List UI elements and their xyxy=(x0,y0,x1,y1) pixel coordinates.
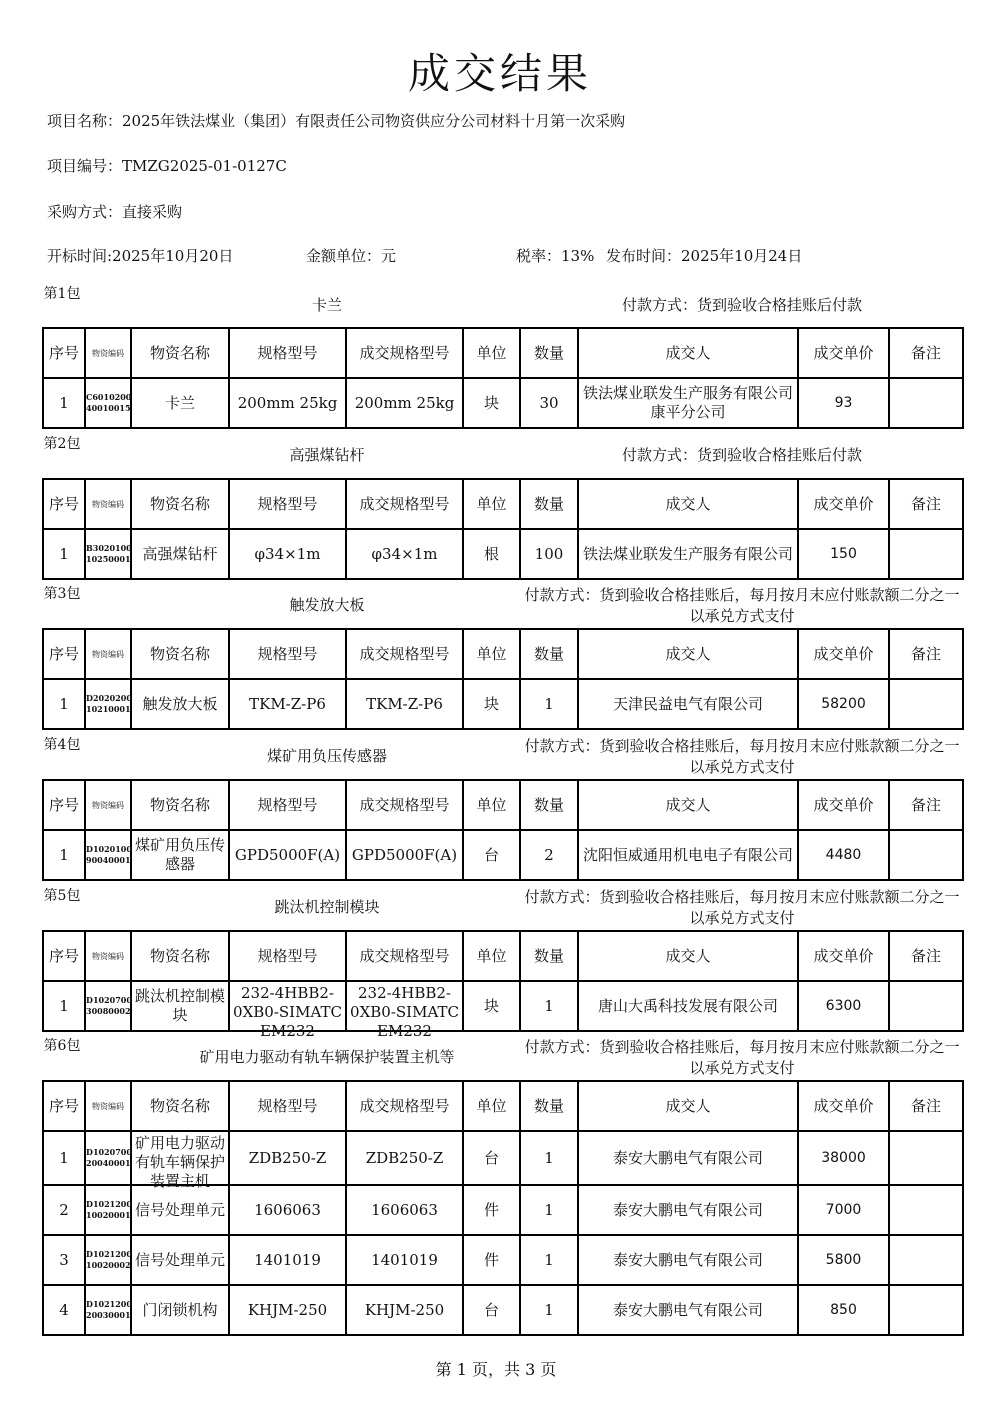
winner-cell xyxy=(578,378,798,428)
package-table xyxy=(42,327,964,429)
material-name-cell xyxy=(131,529,229,579)
package-table xyxy=(42,930,964,1040)
package-header xyxy=(42,887,962,927)
header-winner: 成交人 xyxy=(578,780,798,830)
unit-cell xyxy=(463,1185,520,1235)
remark-cell xyxy=(889,1131,963,1185)
unit-price-cell xyxy=(798,1185,889,1235)
page-footer: 第 1 页，共 3 页 xyxy=(435,1360,557,1379)
unit-cell xyxy=(463,830,520,880)
project-name: 项目名称：2025年铁法煤业（集团）有限责任公司物资供应分公司材料十月第一次采购 xyxy=(47,112,626,130)
material-name-cell xyxy=(131,1285,229,1335)
spec-cell xyxy=(229,830,346,880)
quantity-cell xyxy=(520,981,578,1031)
material-code-cell-text: D1020100 90040001 xyxy=(86,844,132,865)
unit-price-cell-text: 38000 xyxy=(821,1149,866,1166)
unit-cell xyxy=(463,679,520,729)
header-winner: 成交人 xyxy=(578,479,798,529)
spec-cell xyxy=(229,679,346,729)
header-unit: 单位 xyxy=(463,479,520,529)
unit-price-cell xyxy=(798,981,889,1031)
header-unit: 单位 xyxy=(463,629,520,679)
open-time: 开标时间:2025年10月20日 xyxy=(47,247,234,265)
seq-cell xyxy=(43,1285,85,1335)
spec-cell-text: TKM-Z-P6 xyxy=(249,694,326,713)
unit-price-cell-text: 5800 xyxy=(825,1251,862,1268)
spec-cell-text: 1606063 xyxy=(254,1200,321,1219)
table-row xyxy=(43,1131,963,1185)
unit-cell-text: 根 xyxy=(483,544,499,563)
package-header xyxy=(42,435,962,475)
unit-price-cell-text: 4480 xyxy=(825,846,862,863)
unit-price-cell-text: 850 xyxy=(830,1301,857,1318)
header-unit: 单位 xyxy=(463,1081,520,1131)
header-remark: 备注 xyxy=(889,931,963,981)
quantity-cell xyxy=(520,1285,578,1335)
package-header xyxy=(42,285,962,325)
project-number: 项目编号：TMZG2025-01-0127C xyxy=(47,157,287,175)
header-winner: 成交人 xyxy=(578,328,798,378)
material-name-cell-text: 卡兰 xyxy=(164,393,195,412)
package-name: 矿用电力驱动有轨车辆保护装置主机等 xyxy=(199,1048,455,1066)
package-table xyxy=(42,628,964,730)
unit-cell-text: 块 xyxy=(483,694,499,713)
header-remark: 备注 xyxy=(889,479,963,529)
header-quantity: 数量 xyxy=(520,629,578,679)
seq-cell xyxy=(43,1131,85,1185)
table-row xyxy=(43,1185,963,1235)
header-remark: 备注 xyxy=(889,1081,963,1131)
header-remark: 备注 xyxy=(889,780,963,830)
package-table xyxy=(42,478,964,580)
deal-spec-cell xyxy=(346,1235,463,1285)
winner-cell-text: 泰安大鹏电气有限公司 xyxy=(612,1200,763,1219)
header-remark: 备注 xyxy=(889,328,963,378)
procurement-method: 采购方式：直接采购 xyxy=(47,203,183,221)
header-remark: 备注 xyxy=(889,629,963,679)
remark-cell xyxy=(889,981,963,1031)
material-code-cell xyxy=(85,1235,131,1285)
package-number: 第2包 xyxy=(43,436,81,452)
unit-cell-text: 件 xyxy=(483,1200,499,1219)
material-code-cell xyxy=(85,1185,131,1235)
unit-price-cell xyxy=(798,830,889,880)
unit-price-cell-text: 58200 xyxy=(821,695,866,712)
unit-cell-text: 台 xyxy=(483,1148,499,1167)
spec-cell-text: φ34×1m xyxy=(254,544,321,563)
seq-cell-text: 4 xyxy=(59,1300,69,1319)
table-row xyxy=(43,981,963,1031)
header-unit-price: 成交单价 xyxy=(798,1081,889,1131)
quantity-cell xyxy=(520,1235,578,1285)
unit-price-cell xyxy=(798,1235,889,1285)
spec-cell-text: 200mm 25kg xyxy=(237,393,338,412)
material-code-cell xyxy=(85,981,131,1031)
seq-cell xyxy=(43,529,85,579)
package-name: 跳汰机控制模块 xyxy=(274,898,380,916)
material-name-cell xyxy=(131,378,229,428)
package-number: 第1包 xyxy=(43,286,81,302)
material-code-cell-text: D1021200 10020001 xyxy=(86,1199,132,1220)
currency-unit: 金额单位：元 xyxy=(306,247,397,265)
material-name-cell-text: 煤矿用负压传感器 xyxy=(134,836,225,873)
package-name: 触发放大板 xyxy=(289,596,365,614)
material-code-cell-text: D1020700 20040001 xyxy=(86,1147,132,1168)
header-quantity: 数量 xyxy=(520,328,578,378)
quantity-cell xyxy=(520,1185,578,1235)
header-spec: 规格型号 xyxy=(229,328,346,378)
material-code-cell-text: D1021200 20030001 xyxy=(86,1299,132,1320)
deal-spec-cell xyxy=(346,830,463,880)
material-name-cell xyxy=(131,1185,229,1235)
table-header-row xyxy=(43,1081,963,1131)
table-row xyxy=(43,1285,963,1335)
material-name-cell xyxy=(131,1131,229,1190)
header-unit-price: 成交单价 xyxy=(798,479,889,529)
unit-cell xyxy=(463,378,520,428)
publish-time: 发布时间：2025年10月24日 xyxy=(606,247,803,265)
unit-price-cell xyxy=(798,1285,889,1335)
material-code-cell xyxy=(85,1131,131,1185)
winner-cell xyxy=(578,981,798,1031)
material-code-cell-text: C6010200 40010015 xyxy=(86,392,132,413)
header-deal-spec: 成交规格型号 xyxy=(346,629,463,679)
header-deal-spec: 成交规格型号 xyxy=(346,780,463,830)
payment-terms: 付款方式：货到验收合格挂账后付款 xyxy=(621,446,862,464)
seq-cell-text: 1 xyxy=(59,393,69,412)
table-row xyxy=(43,1235,963,1285)
payment-terms: 付款方式：货到验收合格挂账后，每月按月末应付账款额二分之一以承兑方式支付 xyxy=(524,1038,960,1077)
header-unit: 单位 xyxy=(463,780,520,830)
deal-spec-cell-text: 232-4HBB2-0XB0-SIMATC EM232 xyxy=(350,984,459,1040)
seq-cell-text: 2 xyxy=(59,1200,69,1219)
material-code-cell xyxy=(85,378,131,428)
winner-cell-text: 泰安大鹏电气有限公司 xyxy=(612,1250,763,1269)
unit-cell-text: 台 xyxy=(483,1300,499,1319)
seq-cell-text: 1 xyxy=(59,1148,69,1167)
header-quantity: 数量 xyxy=(520,931,578,981)
header-unit: 单位 xyxy=(463,931,520,981)
unit-cell xyxy=(463,529,520,579)
material-name-cell xyxy=(131,981,229,1031)
header-spec: 规格型号 xyxy=(229,931,346,981)
material-name-cell-text: 高强煤钻杆 xyxy=(142,544,218,563)
winner-cell xyxy=(578,1285,798,1335)
seq-cell xyxy=(43,981,85,1031)
package-header xyxy=(42,1037,962,1077)
winner-cell xyxy=(578,830,798,880)
quantity-cell xyxy=(520,679,578,729)
header-seq: 序号 xyxy=(43,931,85,981)
package-name: 高强煤钻杆 xyxy=(289,446,365,464)
deal-spec-cell-text: TKM-Z-P6 xyxy=(366,694,443,713)
quantity-cell xyxy=(520,830,578,880)
package-number: 第6包 xyxy=(43,1038,81,1054)
seq-cell-text: 1 xyxy=(59,694,69,713)
header-spec: 规格型号 xyxy=(229,1081,346,1131)
payment-terms: 付款方式：货到验收合格挂账后付款 xyxy=(621,296,862,314)
deal-spec-cell-text: GPD5000F(A) xyxy=(351,845,458,864)
spec-cell xyxy=(229,529,346,579)
deal-spec-cell xyxy=(346,378,463,428)
spec-cell xyxy=(229,981,346,1040)
deal-spec-cell-text: 1606063 xyxy=(371,1200,438,1219)
header-material-name: 物资名称 xyxy=(131,479,229,529)
table-header-row xyxy=(43,931,963,981)
spec-cell xyxy=(229,378,346,428)
unit-price-cell-text: 93 xyxy=(834,394,853,411)
table-header-row xyxy=(43,479,963,529)
material-name-cell-text: 门闭锁机构 xyxy=(142,1300,218,1319)
unit-price-cell xyxy=(798,679,889,729)
winner-cell xyxy=(578,1185,798,1235)
page-title: 成交结果 xyxy=(407,49,592,98)
header-material-name: 物资名称 xyxy=(131,328,229,378)
package-table xyxy=(42,779,964,881)
winner-cell-text: 唐山大禹科技发展有限公司 xyxy=(597,996,778,1015)
deal-spec-cell xyxy=(346,1285,463,1335)
quantity-cell-text: 30 xyxy=(539,393,559,412)
remark-cell xyxy=(889,830,963,880)
material-code-cell-text: D1021200 10020002 xyxy=(86,1249,132,1270)
package-table xyxy=(42,1080,964,1336)
seq-cell-text: 3 xyxy=(59,1250,69,1269)
material-code-cell xyxy=(85,679,131,729)
winner-cell xyxy=(578,529,798,579)
package-name: 煤矿用负压传感器 xyxy=(266,747,387,765)
payment-terms: 付款方式：货到验收合格挂账后，每月按月末应付账款额二分之一以承兑方式支付 xyxy=(524,586,960,625)
package-header xyxy=(42,585,962,625)
header-winner: 成交人 xyxy=(578,931,798,981)
header-material-code: 物资编码 xyxy=(85,931,131,981)
header-deal-spec: 成交规格型号 xyxy=(346,328,463,378)
payment-terms: 付款方式：货到验收合格挂账后，每月按月末应付账款额二分之一以承兑方式支付 xyxy=(524,888,960,927)
material-name-cell xyxy=(131,679,229,729)
header-seq: 序号 xyxy=(43,629,85,679)
deal-spec-cell xyxy=(346,1185,463,1235)
header-material-code: 物资编码 xyxy=(85,629,131,679)
seq-cell xyxy=(43,1235,85,1285)
tax-rate: 税率：13% xyxy=(516,247,595,265)
quantity-cell-text: 1 xyxy=(544,1200,554,1219)
spec-cell-text: 1401019 xyxy=(254,1250,321,1269)
unit-cell xyxy=(463,981,520,1031)
material-name-cell-text: 矿用电力驱动有轨车辆保护装置主机 xyxy=(134,1134,225,1190)
unit-cell xyxy=(463,1235,520,1285)
table-row xyxy=(43,679,963,729)
material-name-cell-text: 信号处理单元 xyxy=(134,1250,225,1269)
seq-cell xyxy=(43,679,85,729)
winner-cell-text: 泰安大鹏电气有限公司 xyxy=(612,1148,763,1167)
header-quantity: 数量 xyxy=(520,780,578,830)
header-material-code: 物资编码 xyxy=(85,479,131,529)
package-header xyxy=(42,736,962,776)
header-material-code: 物资编码 xyxy=(85,328,131,378)
header-material-name: 物资名称 xyxy=(131,1081,229,1131)
package-number: 第4包 xyxy=(43,737,81,753)
material-code-cell xyxy=(85,529,131,579)
header-unit-price: 成交单价 xyxy=(798,629,889,679)
material-code-cell xyxy=(85,1285,131,1335)
header-material-code: 物资编码 xyxy=(85,1081,131,1131)
material-name-cell xyxy=(131,830,229,880)
header-deal-spec: 成交规格型号 xyxy=(346,931,463,981)
quantity-cell xyxy=(520,529,578,579)
winner-cell-text: 泰安大鹏电气有限公司 xyxy=(612,1300,763,1319)
header-material-code: 物资编码 xyxy=(85,780,131,830)
quantity-cell-text: 1 xyxy=(544,1148,554,1167)
material-code-cell-text: D2020200 10210001 xyxy=(86,693,132,714)
remark-cell xyxy=(889,378,963,428)
header-unit: 单位 xyxy=(463,328,520,378)
header-deal-spec: 成交规格型号 xyxy=(346,1081,463,1131)
spec-cell-text: ZDB250-Z xyxy=(248,1148,327,1167)
quantity-cell-text: 1 xyxy=(544,996,554,1015)
quantity-cell-text: 1 xyxy=(544,694,554,713)
deal-spec-cell xyxy=(346,679,463,729)
material-name-cell xyxy=(131,1235,229,1285)
unit-price-cell xyxy=(798,529,889,579)
winner-cell-text: 天津民益电气有限公司 xyxy=(612,694,763,713)
unit-cell-text: 块 xyxy=(483,996,499,1015)
table-header-row xyxy=(43,629,963,679)
winner-cell xyxy=(578,1235,798,1285)
header-quantity: 数量 xyxy=(520,1081,578,1131)
spec-cell xyxy=(229,1185,346,1235)
deal-spec-cell-text: φ34×1m xyxy=(371,544,438,563)
header-unit-price: 成交单价 xyxy=(798,780,889,830)
remark-cell xyxy=(889,679,963,729)
material-name-cell-text: 触发放大板 xyxy=(142,694,218,713)
unit-price-cell xyxy=(798,378,889,428)
spec-cell xyxy=(229,1235,346,1285)
remark-cell xyxy=(889,1285,963,1335)
header-seq: 序号 xyxy=(43,780,85,830)
unit-cell-text: 台 xyxy=(483,845,499,864)
winner-cell-text: 铁法煤业联发生产服务有限公司康平分公司 xyxy=(582,384,793,421)
quantity-cell-text: 2 xyxy=(544,845,554,864)
payment-terms: 付款方式：货到验收合格挂账后，每月按月末应付账款额二分之一以承兑方式支付 xyxy=(524,737,960,776)
seq-cell-text: 1 xyxy=(59,845,69,864)
remark-cell xyxy=(889,529,963,579)
header-seq: 序号 xyxy=(43,479,85,529)
package-name: 卡兰 xyxy=(311,296,342,314)
header-winner: 成交人 xyxy=(578,629,798,679)
quantity-cell xyxy=(520,1131,578,1185)
package-number: 第5包 xyxy=(43,888,81,904)
winner-cell-text: 沈阳恒威通用机电电子有限公司 xyxy=(582,845,793,864)
quantity-cell-text: 1 xyxy=(544,1250,554,1269)
header-quantity: 数量 xyxy=(520,479,578,529)
material-name-cell-text: 跳汰机控制模块 xyxy=(134,987,225,1024)
header-material-name: 物资名称 xyxy=(131,780,229,830)
unit-price-cell-text: 7000 xyxy=(825,1201,862,1218)
spec-cell-text: KHJM-250 xyxy=(247,1300,328,1319)
spec-cell xyxy=(229,1131,346,1185)
deal-spec-cell xyxy=(346,1131,463,1185)
unit-cell-text: 件 xyxy=(483,1250,499,1269)
deal-spec-cell xyxy=(346,529,463,579)
seq-cell xyxy=(43,830,85,880)
spec-cell-text: GPD5000F(A) xyxy=(234,845,341,864)
deal-spec-cell-text: ZDB250-Z xyxy=(365,1148,444,1167)
header-seq: 序号 xyxy=(43,1081,85,1131)
header-spec: 规格型号 xyxy=(229,479,346,529)
header-deal-spec: 成交规格型号 xyxy=(346,479,463,529)
deal-spec-cell-text: 1401019 xyxy=(371,1250,438,1269)
quantity-cell xyxy=(520,378,578,428)
spec-cell-text: 232-4HBB2-0XB0-SIMATC EM232 xyxy=(233,984,342,1040)
winner-cell-text: 铁法煤业联发生产服务有限公司 xyxy=(582,544,793,563)
deal-spec-cell-text: 200mm 25kg xyxy=(354,393,455,412)
header-winner: 成交人 xyxy=(578,1081,798,1131)
material-code-cell-text: B3020100 10250001 xyxy=(86,543,132,564)
remark-cell xyxy=(889,1235,963,1285)
unit-cell xyxy=(463,1285,520,1335)
package-number: 第3包 xyxy=(43,586,81,602)
deal-spec-cell-text: KHJM-250 xyxy=(364,1300,445,1319)
header-material-name: 物资名称 xyxy=(131,629,229,679)
header-spec: 规格型号 xyxy=(229,629,346,679)
table-row xyxy=(43,830,963,880)
seq-cell-text: 1 xyxy=(59,996,69,1015)
seq-cell-text: 1 xyxy=(59,544,69,563)
unit-price-cell xyxy=(798,1131,889,1185)
table-header-row xyxy=(43,780,963,830)
remark-cell xyxy=(889,1185,963,1235)
header-material-name: 物资名称 xyxy=(131,931,229,981)
header-unit-price: 成交单价 xyxy=(798,931,889,981)
table-row xyxy=(43,529,963,579)
unit-price-cell-text: 6300 xyxy=(825,997,862,1014)
seq-cell xyxy=(43,1185,85,1235)
header-seq: 序号 xyxy=(43,328,85,378)
material-code-cell-text: D1020700 30080002 xyxy=(86,995,132,1016)
quantity-cell-text: 1 xyxy=(544,1300,554,1319)
deal-spec-cell xyxy=(346,981,463,1040)
seq-cell xyxy=(43,378,85,428)
header-spec: 规格型号 xyxy=(229,780,346,830)
unit-cell xyxy=(463,1131,520,1185)
unit-price-cell-text: 150 xyxy=(830,545,857,562)
material-code-cell xyxy=(85,830,131,880)
unit-cell-text: 块 xyxy=(483,393,499,412)
quantity-cell-text: 100 xyxy=(534,544,564,563)
header-unit-price: 成交单价 xyxy=(798,328,889,378)
winner-cell xyxy=(578,1131,798,1185)
material-name-cell-text: 信号处理单元 xyxy=(134,1200,225,1219)
winner-cell xyxy=(578,679,798,729)
spec-cell xyxy=(229,1285,346,1335)
table-header-row xyxy=(43,328,963,378)
table-row xyxy=(43,378,963,428)
